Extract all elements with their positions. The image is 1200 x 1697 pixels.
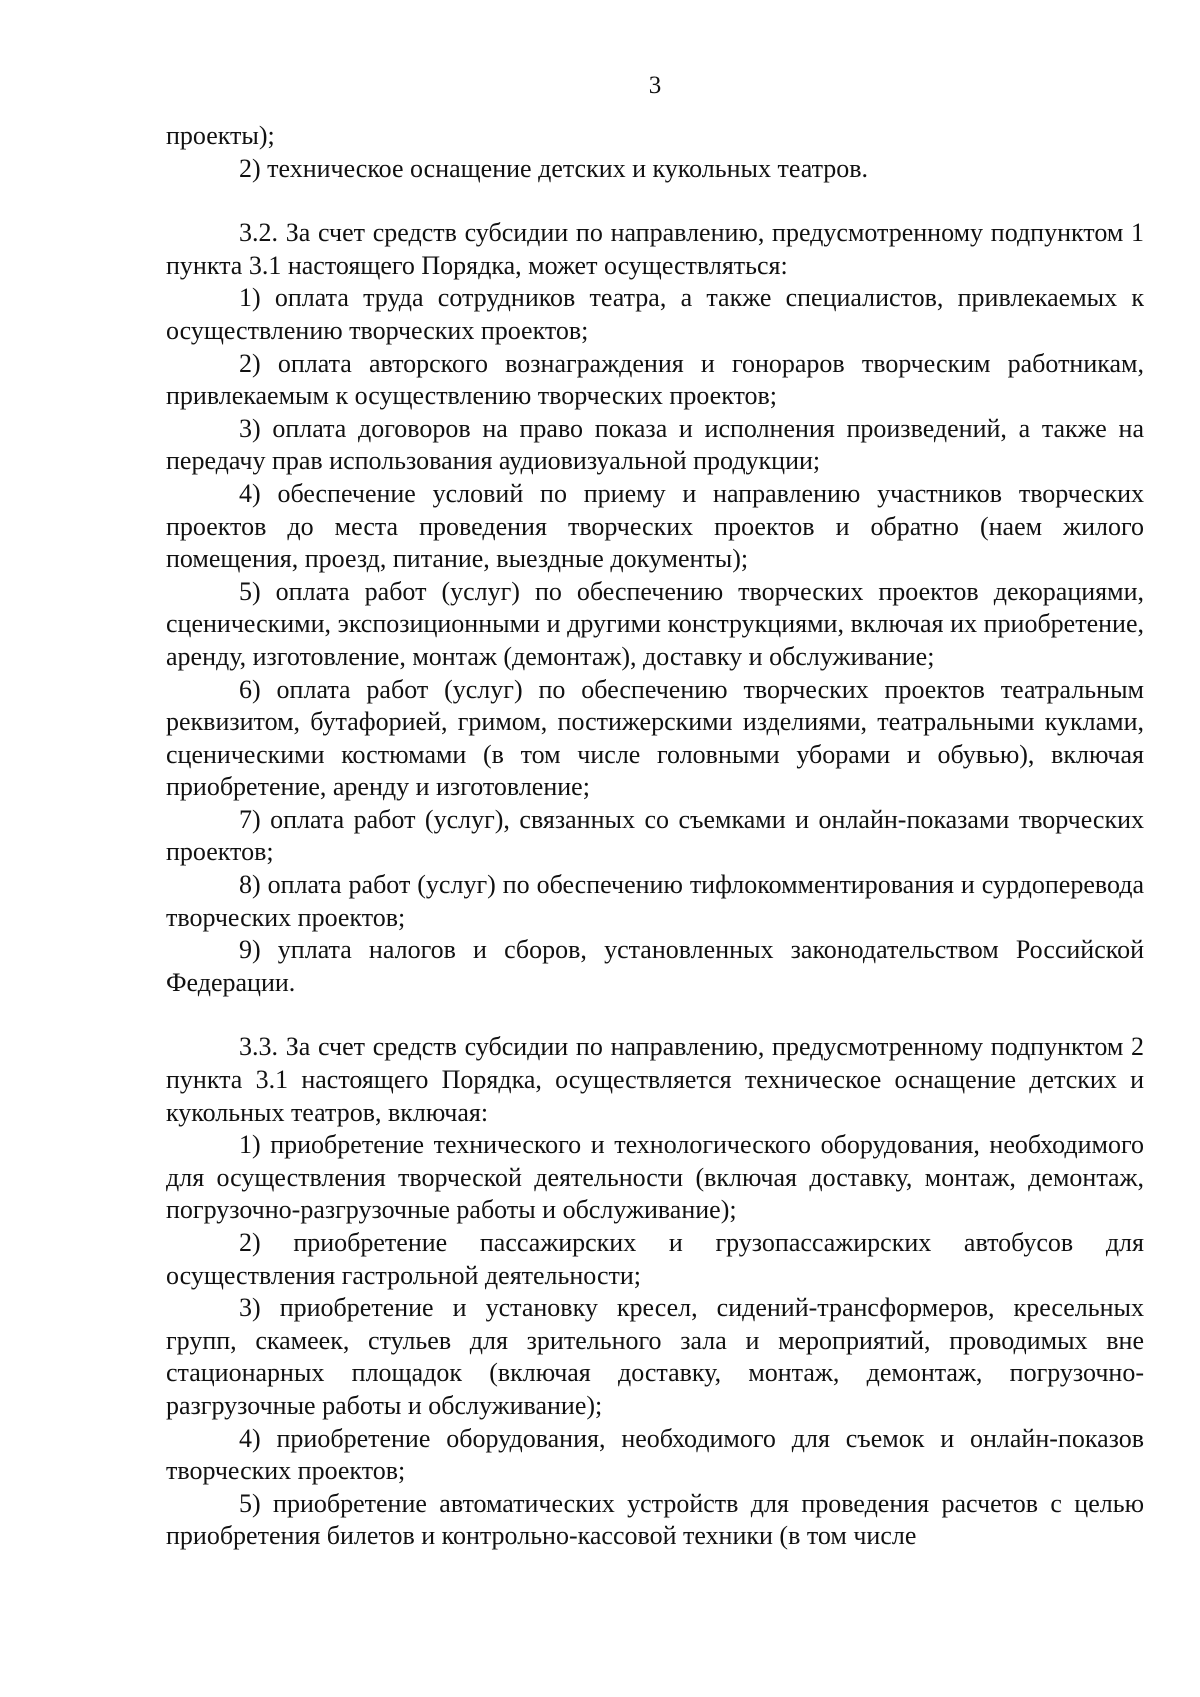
paragraph: 3) оплата договоров на право показа и исполнения произведений, а также на передачу прав использования аудиовизуальной продукции; xyxy=(166,413,1144,476)
paragraph: 2) оплата авторского вознаграждения и гонораров творческим работникам, привлекаемым к осуществлению творческих проектов; xyxy=(166,348,1144,411)
paragraph: 2) приобретение пассажирских и грузопассажирских автобусов для осуществления гастрольной деятельности; xyxy=(166,1228,1144,1290)
paragraph: 6) оплата работ (услуг) по обеспечению творческих проектов театральным реквизитом, бутафорией, гримом, постижерскими изделиями, театральными куклами, сценическими костюмами (в том числе головными уборами и обувью), включая приобретение, аренду и изготовление; xyxy=(166,674,1144,802)
paragraph-spacer xyxy=(166,185,1144,217)
paragraph: 3.2. За счет средств субсидии по направлению, предусмотренному подпунктом 1 пункта 3.1 настоящего Порядка, может осуществляться: xyxy=(166,218,1144,280)
paragraph-spacer xyxy=(166,999,1144,1031)
paragraph: 7) оплата работ (услуг), связанных со съемками и онлайн-показами творческих проектов; xyxy=(166,804,1144,867)
paragraph: 5) приобретение автоматических устройств для проведения расчетов с целью приобретения билетов и контрольно-кассовой техники (в том числе xyxy=(166,1488,1144,1551)
paragraph: 8) оплата работ (услуг) по обеспечению тифлокомментирования и сурдоперевода творческих проектов; xyxy=(166,870,1144,932)
paragraph: проекты); xyxy=(166,121,275,150)
paragraph: 5) оплата работ (услуг) по обеспечению творческих проектов декорациями, сценическими, экспозиционными и другими конструкциями, включая их приобретение, аренду, изготовление, монтаж (демонтаж), доставку и обслуживание; xyxy=(166,576,1144,671)
document-body xyxy=(166,120,1144,1553)
paragraph: 3.3. За счет средств субсидии по направлению, предусмотренному подпунктом 2 пункта 3.1 настоящего Порядка, осуществляется техническое оснащение детских и кукольных театров, включая: xyxy=(166,1032,1144,1127)
paragraph: 4) приобретение оборудования, необходимого для съемок и онлайн-показов творческих проектов; xyxy=(166,1423,1144,1486)
paragraph: 1) приобретение технического и технологического оборудования, необходимого для осуществления творческой деятельности (включая доставку, монтаж, демонтаж, погрузочно-разгрузочные работы и обслуживание); xyxy=(166,1130,1144,1225)
page-number: 3 xyxy=(648,72,662,99)
paragraph: 2) техническое оснащение детских и кукольных театров. xyxy=(239,153,869,183)
paragraph: 1) оплата труда сотрудников театра, а также специалистов, привлекаемых к осуществлению творческих проектов; xyxy=(166,283,1144,345)
paragraph: 3) приобретение и установку кресел, сидений-трансформеров, кресельных групп, скамеек, стульев для зрительного зала и мероприятий, проводимых вне стационарных площадок (включая доставку, монтаж, демонтаж, погрузочно-разгрузочные работы и обслуживание); xyxy=(166,1293,1144,1420)
paragraph: 4) обеспечение условий по приему и направлению участников творческих проектов до места проведения творческих проектов и обратно (наем жилого помещения, проезд, питание, выездные документы); xyxy=(166,478,1144,574)
paragraph: 9) уплата налогов и сборов, установленных законодательством Российской Федерации. xyxy=(166,935,1144,997)
